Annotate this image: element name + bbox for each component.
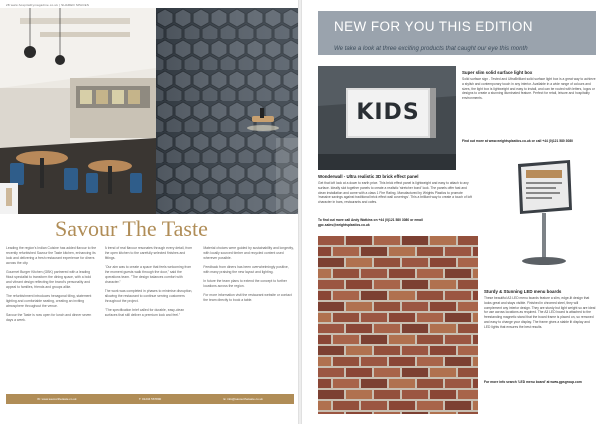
edition-banner [318, 11, 596, 55]
paragraph: Gourmet Burger Kitchen (GBK) partnered with a leading fitout specialist to transform the dining space, with a bold and vibrant design reflecting the brand's personality and appeal to families, friends and groups alike. [6, 270, 91, 289]
paragraph: Feedback from diners has been overwhelmingly positive, with many praising the new layout and lighting. [203, 265, 289, 274]
paragraph: In future the team plans to extend the concept to further locations across the region. [203, 279, 287, 288]
article-column-3 [203, 246, 294, 392]
paragraph: The refurbishment introduces hexagonal tiling, statement lighting and comfortable seating, creating an inviting atmosphere throughout the venue. [6, 294, 92, 308]
product3-heading: Sturdy & Stunning LED menu boards [484, 289, 562, 294]
right-page [302, 0, 600, 424]
paragraph: Material choices were guided by sustainability and longevity, with locally sourced timber and recycled content used wherever possible. [203, 246, 294, 260]
article-title: Savour The Taste [55, 216, 208, 241]
kids-sign-text: KIDS [356, 100, 420, 125]
product2-heading: Wonderwall - Ultra realistic 3D brick effect panel [318, 174, 419, 179]
running-head: 28 www.hospitalitymagazine.co.uk | SHARED SPACES [6, 3, 90, 7]
product1-body: Solid surface sign - Tested and UltraBrilliant solid surface light box is a great way to achieve a stylish and contemporary touch in any interior. Available in a wide range of colours and sizes, the light box is lightweight and easy to install, and can be routed with letters, logos or designs to create a stunning illuminated feature. Perfect for retail, leisure and hospitality environments. [462, 77, 596, 101]
paragraph: "Our aim was to create a space that feels welcoming from the moment guests walk through the door," said the operations team. "The design balances comfort with character." [104, 265, 192, 284]
footer-email-link[interactable]: E: info@savourthetaste.co.uk [223, 397, 263, 401]
led-menu-board-photo [478, 158, 596, 270]
article-column-2 [105, 246, 196, 392]
product3-body: These beautiful A3 LED menu boards feature a slim, edge-lit design that looks great and stays visible. Finished in chromed steel, they will complement any interior design. They are sturdy but light weight so are ideal for use across locations as required. The A3 LED board is attached to the freestanding magnetic stand that the board frame is placed on, so removed and easy to change your display. The frame gives a stable lit display and LED lights that ensures the best results. [484, 296, 596, 329]
product1-contact: Find out more at www.wrightsplastics.co.uk or call +44 (0)121 580 3080 [462, 139, 574, 143]
footer-phone: T: 01234 567890 [138, 397, 162, 401]
footer-website-link[interactable]: W: www.savourthetaste.co.uk [37, 397, 77, 401]
hexagon-tile-wall-photo [156, 8, 298, 214]
product3-contact: For more info search 'LED menu board' at www.gpsgroup.com [484, 380, 582, 384]
product2-body: Get that loft look at a down to earth price. This brick effect panel is lightweight and easy to attach to any surface. Ideally slot together panels to create a realistic 'stretcher bond' look. The panels offer fast and clean installation and come with a class 1 Fire Rating. Manufactured by Wrights Plastics to promote 'massive savings against traditional brick effect wall coverings'. This a brilliant way to create a touch of loft character in bars, restaurants and cafes. [318, 181, 472, 205]
product1-heading: Super slim solid surface light box [462, 70, 533, 75]
paragraph: Savour the Taste is now open for lunch and dinner seven days a week. [6, 313, 92, 322]
article-column-1 [6, 246, 97, 392]
article-footer-bar [6, 394, 294, 404]
product2-contact: To find out more call Andy Watkins on +44 (0)121 580 3080 or email gpc.sales@wrightsplastics.co.uk [318, 218, 423, 227]
paragraph: The work was completed in phases to minimise disruption, allowing the restaurant to continue serving customers throughout the project. [104, 289, 193, 303]
paragraph: For more information visit the restaurant website or contact the team directly to book a table. [203, 293, 292, 302]
article-body [6, 246, 294, 392]
banner-title: NEW FOR YOU THIS EDITION [334, 19, 533, 34]
left-page [0, 0, 298, 424]
paragraph: Leading the region's Indian Cuisine has added flavour to the recently refurbished Savour the Taste kitchen, enhancing its look and delivering a fresh restaurant experience for diners across the city. [6, 246, 97, 265]
brick-effect-panel-photo [318, 236, 478, 414]
restaurant-interior-photo [0, 8, 156, 214]
banner-subtitle: We take a look at three exciting products that caught our eye this month [334, 45, 528, 52]
kids-lightbox-photo [318, 66, 456, 170]
paragraph: A trend of real flavour resonates through every detail, from the open kitchen to the carefully selected finishes and fittings. [104, 246, 193, 260]
paragraph: "The specification brief called for durable, easy-clean surfaces that still deliver a premium look and feel." [104, 308, 185, 317]
